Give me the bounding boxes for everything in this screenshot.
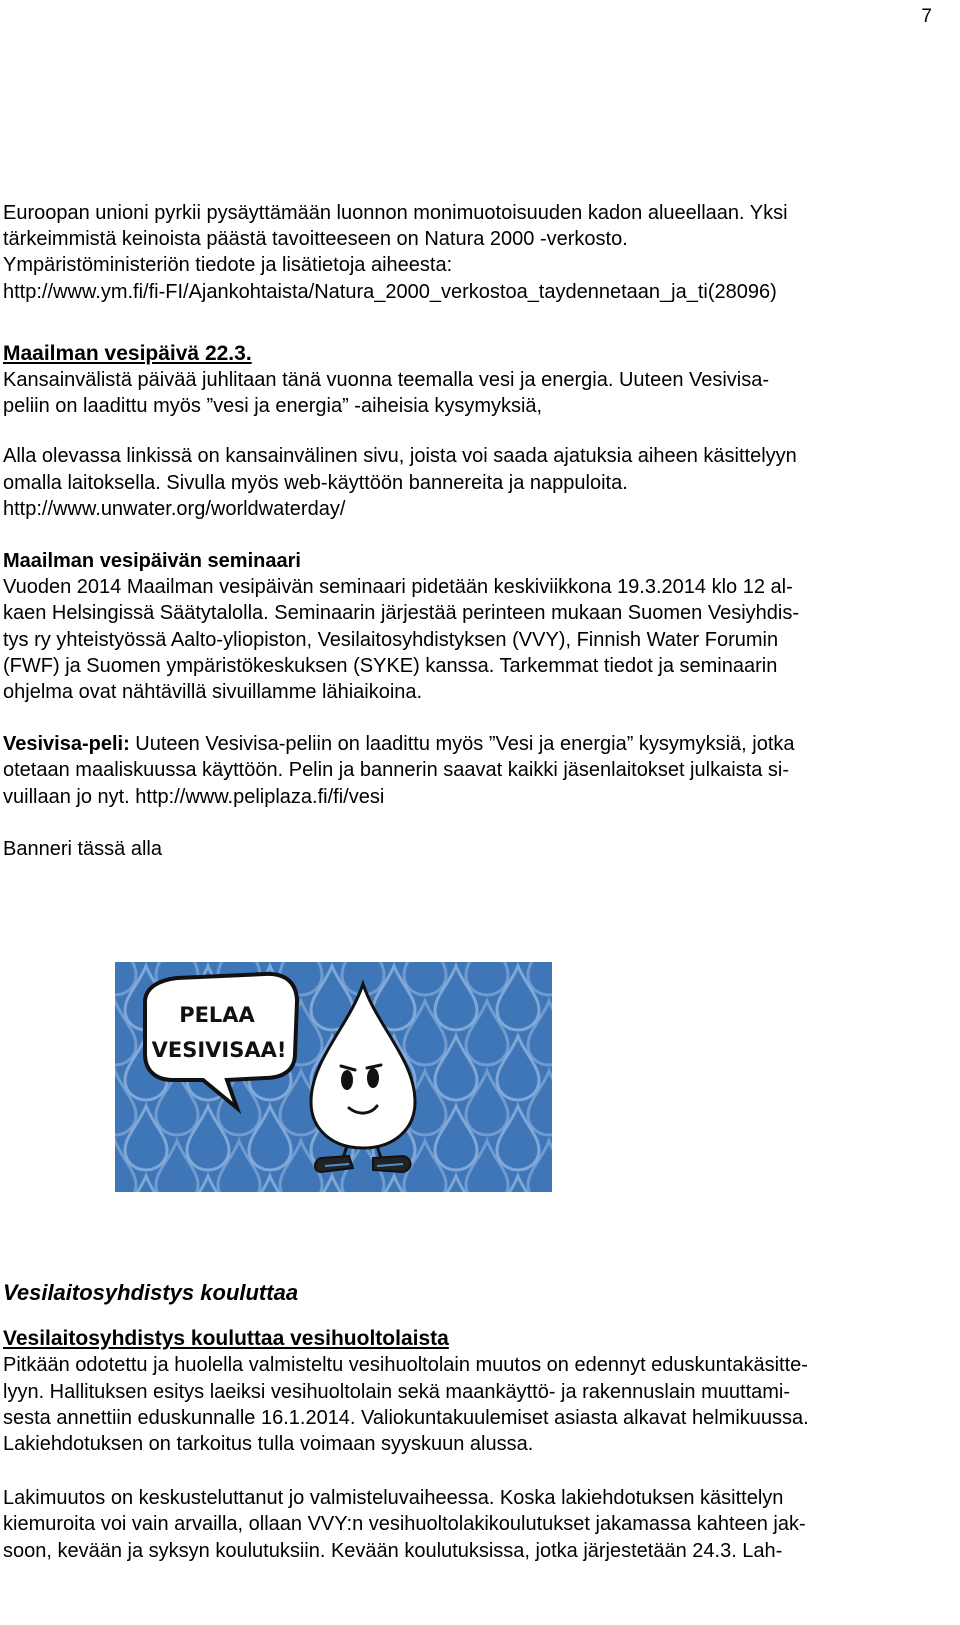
seminar-section: [3, 548, 933, 705]
water-day-section: [3, 341, 933, 522]
training-para1-line-3: sesta annettiin eduskunnalle 16.1.2014. Valiokuntakuulemiset asiasta alkavat helmikuussa.: [3, 1406, 809, 1429]
natura-line-1: Euroopan unioni pyrkii pysäyttämään luonnon monimuotoisuuden kadon alueellaan. Yksi: [3, 202, 788, 224]
seminar-line-3: tys ry yhteistyössä Aalto-yliopiston, Vesilaitosyhdistyksen (VVY), Finnish Water Forumin: [3, 628, 779, 651]
game-line-2: otetaan maaliskuussa käyttöön. Pelin ja bannerin saavat kaikki jäsenlaitokset julkaista si-: [3, 759, 789, 782]
seminar-heading: Maailman vesipäivän seminaari: [3, 550, 301, 573]
water-day-link-line-2: omalla laitoksella. Sivulla myös web-käyttöön bannereita ja nappuloita.: [3, 471, 628, 494]
seminar-line-5: ohjelma ovat nähtävillä sivuillamme lähiaikoina.: [3, 681, 423, 704]
game-section: [3, 731, 933, 862]
game-line-3: vuillaan jo nyt. http://www.peliplaza.fi/fi/vesi: [3, 785, 385, 808]
banner-caption: Banneri tässä alla: [3, 837, 162, 860]
natura-section: [3, 200, 933, 305]
water-day-line-2: peliin on laadittu myös ”vesi ja energia” -aiheisia kysymyksiä,: [3, 395, 543, 418]
natura-link[interactable]: http://www.ym.fi/fi-FI/Ajankohtaista/Natura_2000_verkostoa_taydennetaan_ja_ti(28096): [3, 280, 777, 303]
natura-line-2: tärkeimmistä keinoista päästä tavoitteeseen on Natura 2000 -verkosto.: [3, 228, 628, 251]
water-day-heading: Maailman vesipäivä 22.3.: [3, 341, 252, 365]
water-day-link[interactable]: http://www.unwater.org/worldwaterday/: [3, 497, 346, 520]
training-para2-line-3: soon, kevään ja syksyn koulutuksiin. Kevään koulutuksissa, jotka järjestetään 24.3. Lah-: [3, 1539, 783, 1562]
training-para2-line-2: kiemuroita voi vain arvailla, ollaan VVY:n vesihuoltolakikoulutukset jakamassa kahteen jak-: [3, 1513, 806, 1536]
game-line-1: [3, 731, 933, 757]
banner-illustration: [115, 962, 552, 1192]
seminar-line-2: kaen Helsingissä Säätytalolla. Seminaarin järjestää perinteen mukaan Suomen Vesiyhdis-: [3, 602, 799, 625]
training-heading: Vesilaitosyhdistys kouluttaa vesihuoltolaista: [3, 1327, 449, 1351]
seminar-line-4: (FWF) ja Suomen ympäristökeskuksen (SYKE) kanssa. Tarkemmat tiedot ja seminaarin: [3, 654, 778, 677]
left-eye: [341, 1070, 353, 1090]
training-para1-line-2: lyyn. Hallituksen esitys laeiksi vesihuoltolain sekä maankäyttö- ja rakennuslain muuttami-: [3, 1380, 791, 1403]
water-day-link-line-1: Alla olevassa linkissä on kansainvälinen sivu, joista voi saada ajatuksia aiheen käsittelyyn: [3, 445, 797, 468]
seminar-line-1: Vuoden 2014 Maailman vesipäivän seminaari pidetään keskiviikkona 19.3.2014 klo 12 al-: [3, 576, 793, 599]
right-eye: [367, 1068, 379, 1088]
training-section-title: Vesilaitosyhdistys kouluttaa: [3, 1280, 299, 1305]
natura-line-3: Ympäristöministeriön tiedote ja lisätietoja aiheesta:: [3, 254, 453, 277]
game-label: Vesivisa-peli:: [3, 733, 130, 756]
speech-line-2: VESIVISAA!: [151, 1038, 287, 1062]
training-para1-line-1: Pitkään odotettu ja huolella valmisteltu vesihuoltolain muutos on edennyt eduskuntakäsitte-: [3, 1354, 808, 1377]
game-line-1-text: Uuteen Vesivisa-peliin on laadittu myös ”Vesi ja energia” kysymyksiä, jotka: [129, 733, 795, 756]
document-body: [3, 200, 933, 862]
training-para2-line-1: Lakimuutos on keskusteluttanut jo valmisteluvaiheessa. Koska lakiehdotuksen käsittelyn: [3, 1487, 784, 1510]
training-section: [3, 1280, 933, 1564]
water-day-line-1: Kansainvälistä päivää juhlitaan tänä vuonna teemalla vesi ja energia. Uuteen Vesivisa-: [3, 369, 770, 392]
speech-line-1: PELAA: [179, 1003, 255, 1027]
training-para1-line-4: Lakiehdotuksen on tarkoitus tulla voimaan syyskuun alussa.: [3, 1433, 534, 1456]
vesivisa-banner[interactable]: [115, 962, 552, 1192]
page-number: 7: [921, 6, 932, 27]
